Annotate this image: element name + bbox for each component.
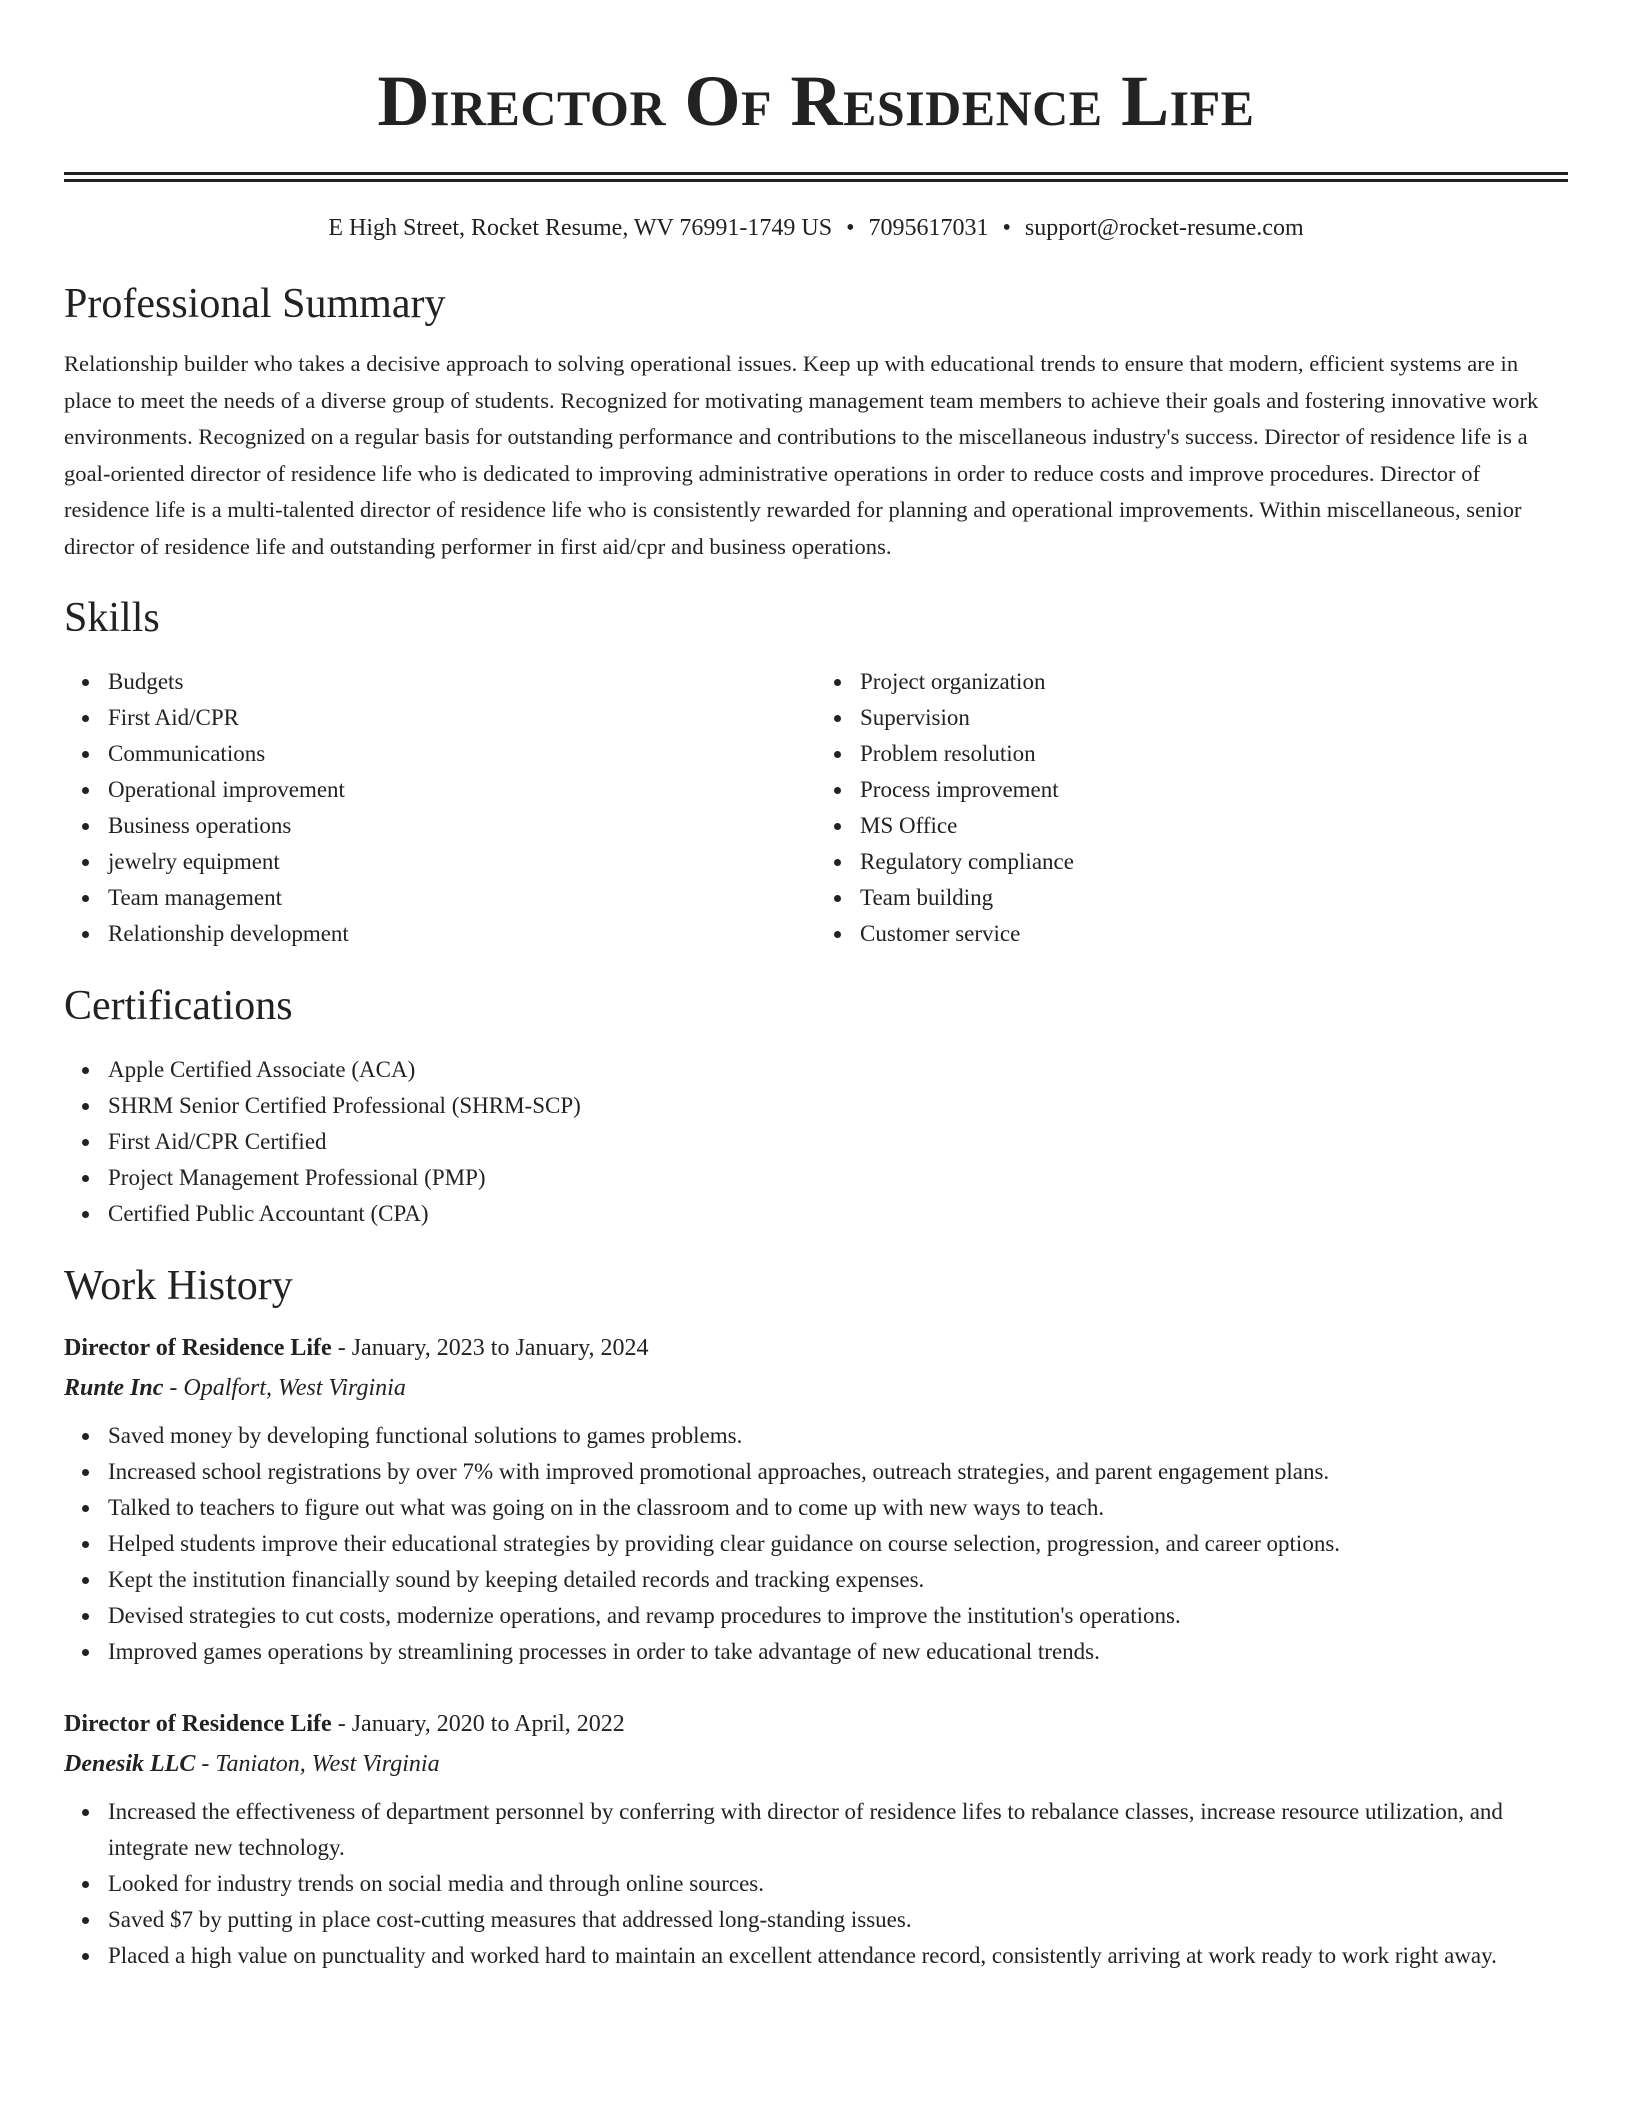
job-bullet: Improved games operations by streamlining processes in order to take advantage of new educational trends. bbox=[108, 1634, 1568, 1670]
job-bullet: Saved money by developing functional solutions to games problems. bbox=[108, 1418, 1568, 1454]
job-location: - Opalfort, West Virginia bbox=[163, 1374, 406, 1401]
skill-item: Supervision bbox=[860, 700, 1568, 736]
job-location: - Taniaton, West Virginia bbox=[195, 1750, 440, 1777]
summary-text: Relationship builder who takes a decisive approach to solving operational issues. Keep up with educational trends to ensure that modern, efficient systems are in place to meet the needs of a diverse group of students. Recognized for motivating management team members to achieve their goals and fostering innovative work environments. Recognized on a regular basis for outstanding performance and contributions to the miscellaneous industry's success. Director of residence life is a goal-oriented director of residence life who is dedicated to improving administrative operations in order to reduce costs and improve procedures. Director of residence life is a multi-talented director of residence life who is consistently rewarded for planning and operational improvements. Within miscellaneous, senior director of residence life and outstanding performer in first aid/cpr and business operations. bbox=[64, 351, 1539, 559]
job-bullet-list bbox=[64, 1418, 1568, 1670]
skill-item: Business operations bbox=[108, 808, 816, 844]
skills-right-list bbox=[816, 664, 1568, 952]
job-dates: - January, 2023 to January, 2024 bbox=[331, 1334, 649, 1361]
skills-left-list bbox=[64, 664, 816, 952]
job-bullet: Looked for industry trends on social media and through online sources. bbox=[108, 1866, 1568, 1902]
job-bullet: Increased school registrations by over 7% with improved promotional approaches, outreach strategies, and parent engagement plans. bbox=[108, 1454, 1568, 1490]
certification-item: Apple Certified Associate (ACA) bbox=[108, 1052, 1568, 1088]
job-bullet: Devised strategies to cut costs, modernize operations, and revamp procedures to improve the institution's operations. bbox=[108, 1598, 1568, 1634]
skill-item: Communications bbox=[108, 736, 816, 772]
certification-item: SHRM Senior Certified Professional (SHRM-SCP) bbox=[108, 1088, 1568, 1124]
summary-section bbox=[64, 278, 1568, 566]
skills-columns bbox=[64, 664, 1568, 952]
skill-item: Budgets bbox=[108, 664, 816, 700]
job-company-line bbox=[64, 1368, 1568, 1408]
job-title: Director of Residence Life bbox=[64, 1334, 332, 1361]
job-title-line bbox=[64, 1704, 1568, 1744]
skill-item: Team building bbox=[860, 880, 1568, 916]
job-bullet: Saved $7 by putting in place cost-cutting measures that addressed long-standing issues. bbox=[108, 1902, 1568, 1938]
summary-heading: Professional Summary bbox=[64, 281, 446, 327]
contact-line bbox=[64, 212, 1568, 244]
job-bullet: Talked to teachers to figure out what was going on in the classroom and to come up with new ways to teach. bbox=[108, 1490, 1568, 1526]
skill-item: Regulatory compliance bbox=[860, 844, 1568, 880]
skill-item: Problem resolution bbox=[860, 736, 1568, 772]
skill-item: Process improvement bbox=[860, 772, 1568, 808]
certifications-list bbox=[64, 1052, 1568, 1232]
work-history-heading: Work History bbox=[64, 1262, 293, 1309]
contact-separator: • bbox=[1002, 215, 1011, 241]
skill-item: Operational improvement bbox=[108, 772, 816, 808]
skill-item: Team management bbox=[108, 880, 816, 916]
header-double-rule bbox=[64, 172, 1568, 182]
contact-phone: 7095617031 bbox=[868, 215, 989, 241]
job-title: Director of Residence Life bbox=[64, 1710, 332, 1737]
contact-separator: • bbox=[846, 215, 855, 241]
job-entry bbox=[64, 1704, 1568, 1974]
skill-item: Project organization bbox=[860, 664, 1568, 700]
certification-item: First Aid/CPR Certified bbox=[108, 1124, 1568, 1160]
job-bullet-list bbox=[64, 1794, 1568, 1974]
skill-item: Customer service bbox=[860, 916, 1568, 952]
skill-item: MS Office bbox=[860, 808, 1568, 844]
certifications-heading: Certifications bbox=[64, 982, 293, 1029]
job-bullet: Increased the effectiveness of department personnel by conferring with director of residence lifes to rebalance classes, increase resource utilization, and integrate new technology. bbox=[108, 1794, 1568, 1866]
resume-page bbox=[64, 0, 1568, 1974]
job-bullet: Kept the institution financially sound by keeping detailed records and tracking expenses. bbox=[108, 1562, 1568, 1598]
skill-item: First Aid/CPR bbox=[108, 700, 816, 736]
job-dates: - January, 2020 to April, 2022 bbox=[331, 1710, 625, 1737]
job-company: Runte Inc bbox=[64, 1374, 164, 1401]
job-bullet: Helped students improve their educational strategies by providing clear guidance on course selection, progression, and career options. bbox=[108, 1526, 1568, 1562]
job-bullet: Placed a high value on punctuality and worked hard to maintain an excellent attendance record, consistently arriving at work ready to work right away. bbox=[108, 1938, 1568, 1974]
skill-item: jewelry equipment bbox=[108, 844, 816, 880]
skills-section bbox=[64, 592, 1568, 952]
certification-item: Certified Public Accountant (CPA) bbox=[108, 1196, 1568, 1232]
job-title-line bbox=[64, 1328, 1568, 1368]
skills-heading: Skills bbox=[64, 594, 160, 641]
job-company: Denesik LLC bbox=[64, 1750, 196, 1777]
contact-email: support@rocket-resume.com bbox=[1024, 215, 1304, 241]
job-company-line bbox=[64, 1744, 1568, 1784]
work-history-section bbox=[64, 1260, 1568, 1974]
contact-address: E High Street, Rocket Resume, WV 76991-1749 US bbox=[328, 215, 833, 241]
certification-item: Project Management Professional (PMP) bbox=[108, 1160, 1568, 1196]
skill-item: Relationship development bbox=[108, 916, 816, 952]
job-entry bbox=[64, 1328, 1568, 1670]
certifications-section bbox=[64, 980, 1568, 1232]
resume-title: Director Of Residence Life bbox=[377, 61, 1255, 141]
